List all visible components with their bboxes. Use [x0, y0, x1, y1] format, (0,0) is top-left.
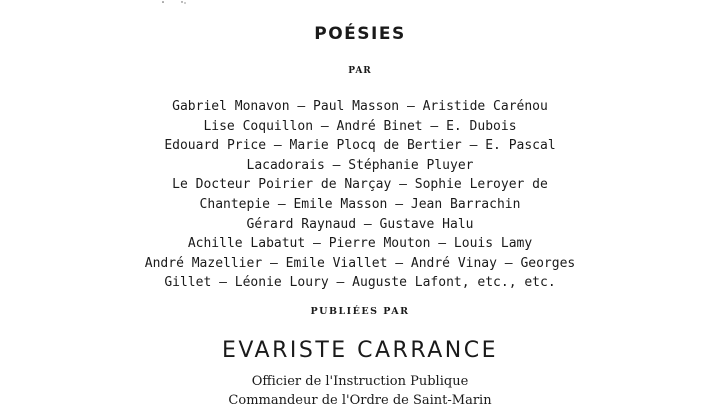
page-title: POÉSIES [314, 24, 406, 44]
print-specks [160, 0, 200, 8]
author-line: Gérard Raynaud — Gustave Halu [246, 216, 474, 232]
author-line: Achille Labatut — Pierre Mouton — Louis Lamy [187, 236, 533, 252]
editor-name: EVARISTE CARRANCE [221, 338, 499, 363]
par-label: PAR [348, 66, 372, 76]
author-line: André Mazellier — Emile Viallet — André Vinay — Georges [144, 255, 576, 271]
author-line: Edouard Price — Marie Plocq de Bertier — E. Pascal [164, 138, 556, 154]
author-line: Le Docteur Poirier de Narçay — Sophie Leroyer de [172, 177, 548, 193]
editor-credential: Officier de l'Instruction Publique [251, 374, 469, 389]
editor-credential: Commandeur de l'Ordre de Saint-Marin [228, 393, 492, 408]
published-by-label: PUBLIÉES PAR [310, 306, 410, 317]
author-line: Lise Coquillon — André Binet — E. Dubois [203, 118, 517, 134]
author-line: Gillet — Léonie Loury — Auguste Lafont, etc., etc. [164, 275, 556, 291]
author-line: Lacadorais — Stéphanie Pluyer [246, 157, 474, 173]
author-line: Chantepie — Emile Masson — Jean Barrachin [199, 196, 521, 212]
author-line: Gabriel Monavon — Paul Masson — Aristide Carénou [172, 99, 548, 114]
author-list [0, 97, 720, 293]
